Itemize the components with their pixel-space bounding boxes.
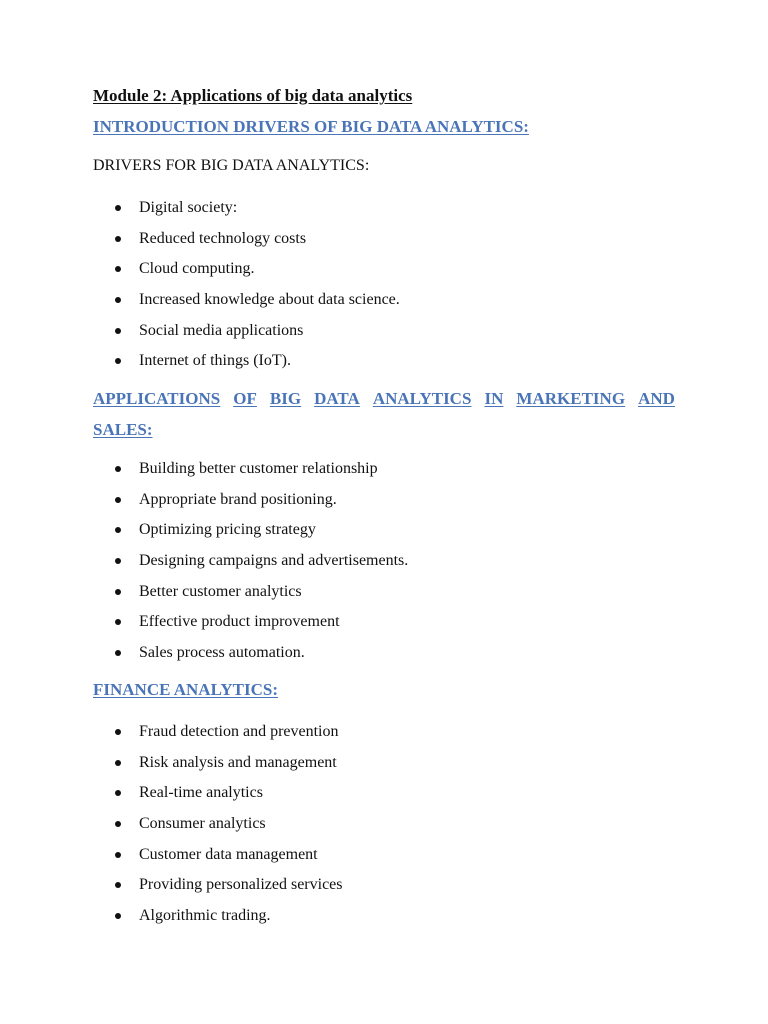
section-heading-drivers: INTRODUCTION DRIVERS OF BIG DATA ANALYTICS: bbox=[93, 117, 529, 136]
heading-word: MARKETING bbox=[516, 389, 626, 408]
module-title: Module 2: Applications of big data analytics bbox=[93, 86, 413, 105]
heading-word: DATA bbox=[314, 389, 360, 408]
bullet-icon bbox=[115, 466, 121, 472]
bullet-icon bbox=[115, 882, 121, 888]
section-heading-marketing-line1 bbox=[93, 389, 675, 409]
bullet-icon bbox=[115, 760, 121, 766]
bullet-icon bbox=[115, 821, 121, 827]
bullet-icon bbox=[115, 527, 121, 533]
bullet-icon bbox=[115, 497, 121, 503]
section-heading-finance: FINANCE ANALYTICS: bbox=[93, 680, 278, 699]
heading-word: AND bbox=[638, 389, 675, 408]
bullet-icon bbox=[115, 619, 121, 625]
bullet-icon bbox=[115, 297, 121, 303]
bullet-icon bbox=[115, 650, 121, 656]
bullet-icon bbox=[115, 558, 121, 564]
bullet-icon bbox=[115, 328, 121, 334]
heading-word: BIG bbox=[269, 389, 302, 408]
heading-word: IN bbox=[484, 389, 504, 408]
bullet-icon bbox=[115, 790, 121, 796]
drivers-subheading: DRIVERS FOR BIG DATA ANALYTICS: bbox=[93, 157, 370, 174]
bullet-icon bbox=[115, 205, 121, 211]
section-heading-marketing-line2: SALES: bbox=[93, 420, 153, 439]
bullet-icon bbox=[115, 589, 121, 595]
bullet-icon bbox=[115, 236, 121, 242]
bullet-icon bbox=[115, 266, 121, 272]
bullet-icon bbox=[115, 913, 121, 919]
heading-word: OF bbox=[233, 389, 257, 408]
bullet-icon bbox=[115, 729, 121, 735]
bullet-icon bbox=[115, 852, 121, 858]
heading-word: ANALYTICS bbox=[372, 389, 472, 408]
document-page: Module 2: Applications of big data analytics INTRODUCTION DRIVERS OF BIG DATA ANALYTICS: DRIVERS FOR BIG DATA ANALYTICS: Digital society: Reduced technology costs Cloud computing. Increased knowledge about data science. Social media applications Internet of things (IoT). APPLICATIONS OF BIG DATA ANALYTICS IN MARKETING AND SALES: Building better customer relationship Appropriate brand positioning. Optimizing pricing strategy Designing campaigns and advertisements. Better customer analytics Effective product improvement Sales process automation. FINANCE ANALYTICS: Fraud detection and prevention Risk analysis and management Real-time analytics Consumer analytics Customer data management Providing personalized services Algorithmic trading. bbox=[93, 86, 675, 925]
heading-word: APPLICATIONS bbox=[93, 389, 221, 408]
bullet-icon bbox=[115, 358, 121, 364]
